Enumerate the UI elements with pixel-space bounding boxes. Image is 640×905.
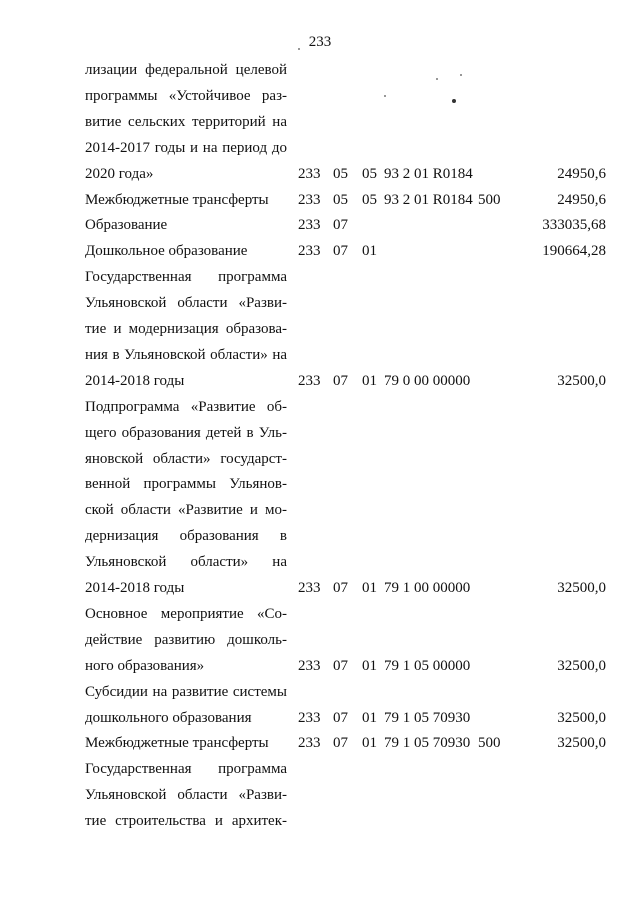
table-row [0,319,640,339]
table-row [0,656,640,676]
row-c1: 233 [298,658,321,674]
row-c2: 05 [333,192,348,208]
table-row [0,708,640,728]
row-c1: 233 [298,710,321,726]
row-c3: 01 [362,735,377,751]
table-row [0,449,640,469]
row-c4: 79 1 05 00000 [384,658,471,674]
scan-speck [298,48,300,50]
row-c1: 233 [298,217,321,233]
table-row [0,785,640,805]
row-name: тие строительства и архитек- [85,813,287,829]
table-row [0,164,640,184]
row-c2: 07 [333,373,348,389]
row-c1: 233 [298,243,321,259]
row-c3: 05 [362,166,377,182]
row-c5: 500 [478,192,501,208]
row-c1: 233 [298,166,321,182]
row-name: Дошкольное образование [85,243,248,259]
row-name: Государственная программа [85,269,287,285]
table-row [0,474,640,494]
row-name: Подпрограмма «Развитие об- [85,399,287,415]
row-name: Ульяновской области «Разви- [85,787,287,803]
table-row [0,345,640,365]
table-row [0,293,640,313]
row-c3: 01 [362,710,377,726]
table-row [0,526,640,546]
row-name: щего образования детей в Уль- [85,425,287,441]
row-name: 2014-2018 годы [85,373,185,389]
row-c6: 190664,28 [542,243,606,259]
row-c3: 01 [362,243,377,259]
row-c2: 07 [333,580,348,596]
row-c5: 500 [478,735,501,751]
table-row [0,371,640,391]
row-name: Межбюджетные трансферты [85,735,269,751]
row-c6: 333035,68 [542,217,606,233]
row-c6: 32500,0 [557,580,606,596]
scan-speck [384,95,386,97]
table-row [0,60,640,80]
table-row [0,811,640,831]
row-name: Межбюджетные трансферты [85,192,269,208]
row-c2: 05 [333,166,348,182]
row-name: ного образования» [85,658,205,674]
row-name: Ульяновской области «Разви- [85,295,287,311]
row-c4: 79 0 00 00000 [384,373,471,389]
row-c4: 79 1 05 70930 [384,710,471,726]
row-c6: 24950,6 [557,192,606,208]
row-name: венной программы Ульянов- [85,476,287,492]
row-c2: 07 [333,243,348,259]
row-c2: 07 [333,735,348,751]
row-name: дернизация образования в [85,528,287,544]
row-name: Основное мероприятие «Со- [85,606,287,622]
table-row [0,86,640,106]
row-name: ния в Ульяновской области» на [85,347,287,363]
row-name: лизации федеральной целевой [85,62,287,78]
table-row [0,215,640,235]
table-row [0,630,640,650]
table-row [0,552,640,572]
page-number: 233 [308,34,332,50]
table-row [0,267,640,287]
row-c2: 07 [333,658,348,674]
table-row [0,604,640,624]
row-c4: 79 1 00 00000 [384,580,471,596]
row-name: программы «Устойчивое раз- [85,88,287,104]
scan-speck [460,74,462,76]
row-name: яновской области» государст- [85,451,287,467]
row-c6: 32500,0 [557,735,606,751]
row-c6: 32500,0 [557,373,606,389]
row-c4: 79 1 05 70930 [384,735,471,751]
row-c1: 233 [298,192,321,208]
row-c6: 32500,0 [557,658,606,674]
table-row [0,733,640,753]
table-row [0,578,640,598]
row-name: 2014-2017 годы и на период до [85,140,287,156]
row-c6: 24950,6 [557,166,606,182]
row-name: Государственная программа [85,761,287,777]
table-row [0,190,640,210]
row-c3: 01 [362,580,377,596]
row-name: 2014-2018 годы [85,580,185,596]
table-row [0,397,640,417]
row-c6: 32500,0 [557,710,606,726]
table-row [0,241,640,261]
table-row [0,423,640,443]
row-c4: 93 2 01 R0184 [384,166,473,182]
row-c4: 93 2 01 R0184 [384,192,473,208]
row-c3: 01 [362,658,377,674]
row-c1: 233 [298,373,321,389]
table-row [0,500,640,520]
table-row [0,682,640,702]
table-row [0,759,640,779]
row-name: ской области «Развитие и мо- [85,502,287,518]
row-c3: 05 [362,192,377,208]
row-name: Образование [85,217,168,233]
row-c3: 01 [362,373,377,389]
row-c1: 233 [298,735,321,751]
row-c1: 233 [298,580,321,596]
scan-speck [436,78,438,80]
row-name: витие сельских территорий на [85,114,287,130]
table-row [0,112,640,132]
scan-speck [452,99,456,103]
row-name: Ульяновской области» на [85,554,287,570]
row-name: Субсидии на развитие системы [85,684,287,700]
row-name: действие развитию дошколь- [85,632,287,648]
row-name: 2020 года» [85,166,154,182]
row-name: дошкольного образования [85,710,252,726]
row-c2: 07 [333,217,348,233]
table-row [0,138,640,158]
row-c2: 07 [333,710,348,726]
row-name: тие и модернизация образова- [85,321,287,337]
